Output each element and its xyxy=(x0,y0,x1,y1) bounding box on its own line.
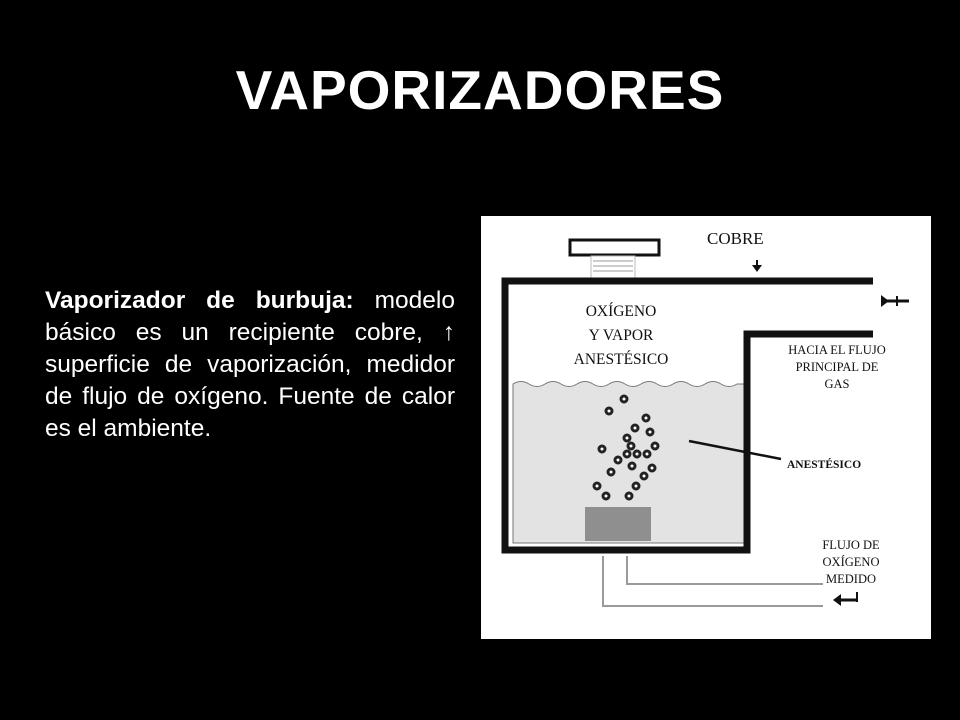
bubble xyxy=(629,463,635,469)
bubble xyxy=(633,483,639,489)
label-cobre: COBRE xyxy=(707,229,764,248)
label-flujo-3: MEDIDO xyxy=(826,572,876,586)
bubble xyxy=(652,443,658,449)
label-hacia-1: HACIA EL FLUJO xyxy=(788,343,886,357)
label-flujo-1: FLUJO DE xyxy=(822,538,880,552)
bubble xyxy=(628,443,634,449)
slide-title: VAPORIZADORES xyxy=(235,59,725,121)
paragraph-heading: Vaporizador de burbuja: xyxy=(45,287,354,314)
bubble xyxy=(606,408,612,414)
paragraph-part1: modelo básico es un recipiente cobre, xyxy=(45,287,455,346)
bubble xyxy=(594,483,600,489)
body-text xyxy=(45,285,455,445)
bubble xyxy=(624,451,630,457)
up-arrow-icon: ↑ xyxy=(442,319,456,346)
inlet-arrow-icon xyxy=(833,592,857,606)
bubble xyxy=(608,469,614,475)
vaporizer-svg xyxy=(481,216,931,639)
sparger-block xyxy=(585,507,651,541)
label-anestesico: ANESTÉSICO xyxy=(787,459,862,471)
paragraph-part2: superficie de vaporización, medidor de flujo de oxígeno. Fuente de calor es el ambiente. xyxy=(45,351,455,442)
bubble xyxy=(599,446,605,452)
bubble xyxy=(626,493,632,499)
cobre-arrow-icon xyxy=(752,260,762,272)
label-hacia-2: PRINCIPAL DE xyxy=(795,360,879,374)
bubble xyxy=(603,493,609,499)
label-oxigeno-3: ANESTÉSICO xyxy=(573,351,669,368)
bubble xyxy=(615,457,621,463)
bubble xyxy=(644,451,650,457)
label-hacia-3: GAS xyxy=(824,377,850,391)
bubble xyxy=(647,429,653,435)
oxygen-inlet-tube xyxy=(603,556,823,606)
bubble xyxy=(632,425,638,431)
bubble xyxy=(621,396,627,402)
bubble xyxy=(624,435,630,441)
bubble xyxy=(649,465,655,471)
lid-icon xyxy=(570,240,659,278)
label-oxigeno-2: Y VAPOR xyxy=(588,327,654,344)
bubble xyxy=(641,473,647,479)
label-flujo-2: OXÍGENO xyxy=(822,555,880,569)
bubble xyxy=(634,451,640,457)
bubble xyxy=(643,415,649,421)
outlet-arrow-icon xyxy=(881,295,909,307)
vaporizer-diagram xyxy=(481,216,931,639)
label-oxigeno-1: OXÍGENO xyxy=(585,303,657,320)
